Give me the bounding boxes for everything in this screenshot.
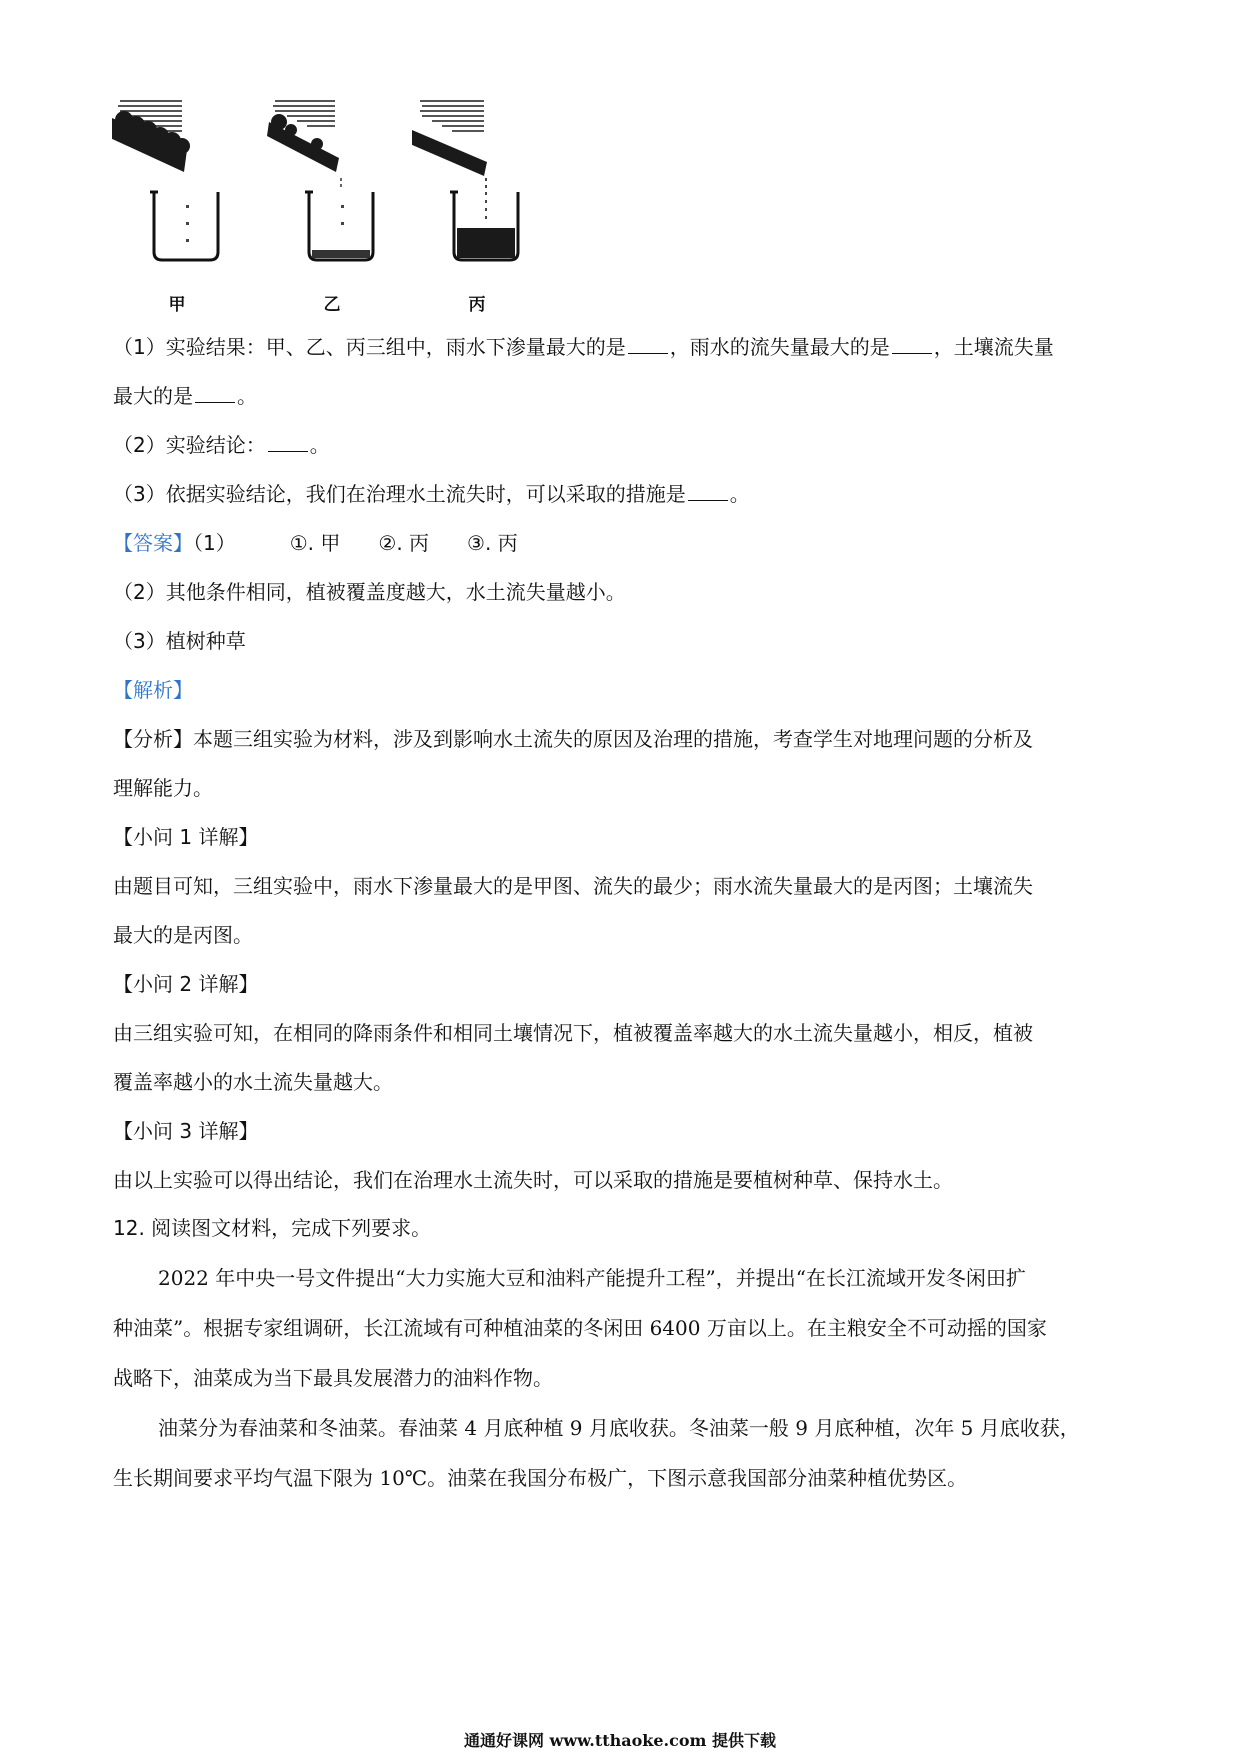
setup-yi (267, 100, 397, 315)
setup-jia-illustration (112, 100, 242, 290)
q3-blank (688, 484, 728, 501)
figure-label-bing: 丙 (468, 295, 486, 315)
analysis-sub1-line2: 最大的是丙图。 (113, 923, 253, 947)
q2-suffix: 。 (309, 433, 330, 457)
answer-tag: 【答案】 (113, 531, 193, 555)
q1-mid1: ，雨水的流失量最大的是 (669, 335, 890, 359)
page-footer: 通通好课网 www.tthaoke.com 提供下载 (463, 1731, 777, 1750)
figure-label-jia: 甲 (168, 295, 186, 315)
q3-prefix: （3）依据实验结论，我们在治理水土流失时，可以采取的措施是 (113, 482, 686, 506)
setup-bing-illustration (412, 100, 542, 290)
q1-line2-prefix: 最大的是 (113, 384, 193, 408)
q3-line (113, 482, 750, 506)
q3-suffix: 。 (729, 482, 750, 506)
q1-blank-2 (892, 337, 932, 354)
q2-prefix: （2）实验结论： (113, 433, 266, 457)
q2-blank (268, 435, 308, 452)
analysis-tag: 【解析】 (113, 678, 193, 702)
answer-line1 (113, 531, 518, 555)
setup-bing (412, 100, 542, 315)
setup-jia (112, 100, 242, 315)
q1-line2 (113, 384, 257, 408)
answer-item-1: ①. 甲 (289, 531, 341, 555)
q1-prefix: （1）实验结果：甲、乙、丙三组中，雨水下渗量最大的是 (113, 335, 626, 359)
q12-p1-line2: 种油菜”。根据专家组调研，长江流域有可种植油菜的冬闲田 6400 万亩以上。在主粮安全不可动摇的国家 (113, 1316, 1047, 1340)
analysis-sub3-line1: 由以上实验可以得出结论，我们在治理水土流失时，可以采取的措施是要植树种草、保持水土。 (113, 1168, 953, 1192)
answer-part1-label: （1） (193, 531, 236, 555)
answer-part3: （3）植树种草 (113, 629, 246, 653)
q1-line2-suffix: 。 (237, 384, 257, 408)
analysis-sub2-line1: 由三组实验可知，在相同的降雨条件和相同土壤情况下，植被覆盖率越大的水土流失量越小，相反，植被 (113, 1021, 1033, 1045)
experiment-figure (112, 100, 572, 315)
q2-line (113, 433, 330, 457)
q12-title: 12. 阅读图文材料，完成下列要求。 (113, 1216, 432, 1240)
analysis-sub3-title: 【小问 3 详解】 (113, 1119, 259, 1143)
q12-p2-line1: 油菜分为春油菜和冬油菜。春油菜 4 月底种植 9 月底收获。冬油菜一般 9 月底种植，次年 5 月底收获， (158, 1416, 1080, 1440)
q1-line1 (113, 335, 1054, 359)
q12-p1-line1: 2022 年中央一号文件提出“大力实施大豆和油料产能提升工程”，并提出“在长江流域开发冬闲田扩 (158, 1266, 1026, 1290)
figure-label-yi: 乙 (323, 295, 341, 315)
setup-yi-illustration (267, 100, 397, 290)
q12-p2-line2: 生长期间要求平均气温下限为 10℃。油菜在我国分布极广，下图示意我国部分油菜种植优势区。 (113, 1466, 968, 1490)
q1-mid2: ，土壤流失量 (933, 335, 1054, 359)
analysis-sub2-line2: 覆盖率越小的水土流失量越大。 (113, 1070, 393, 1094)
analysis-sub1-line1: 由题目可知，三组实验中，雨水下渗量最大的是甲图、流失的最少；雨水流失量最大的是丙图；土壤流失 (113, 874, 1033, 898)
answer-item-2: ②. 丙 (378, 531, 430, 555)
analysis-fenxi-line1: 【分析】本题三组实验为材料，涉及到影响水土流失的原因及治理的措施，考查学生对地理问题的分析及 (113, 727, 1033, 751)
q1-blank-3 (195, 386, 235, 403)
answer-item-3: ③. 丙 (467, 531, 518, 555)
q12-p1-line3: 战略下，油菜成为当下最具发展潜力的油料作物。 (113, 1366, 553, 1390)
q1-blank-1 (628, 337, 668, 354)
analysis-sub2-title: 【小问 2 详解】 (113, 972, 259, 996)
analysis-sub1-title: 【小问 1 详解】 (113, 825, 259, 849)
answer-part2: （2）其他条件相同，植被覆盖度越大，水土流失量越小。 (113, 580, 626, 604)
analysis-fenxi-line2: 理解能力。 (113, 776, 213, 800)
